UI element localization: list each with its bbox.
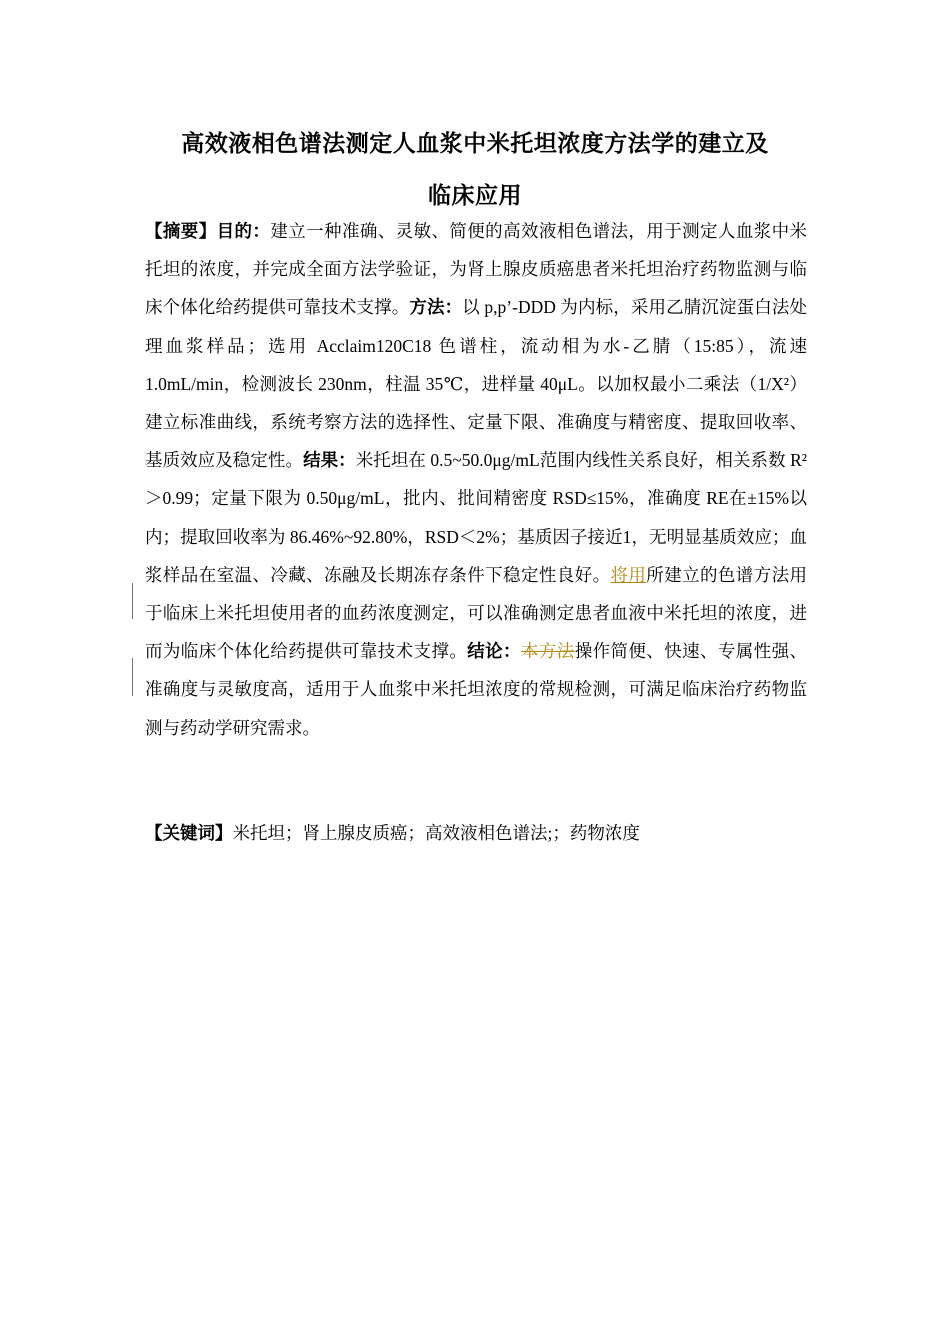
- conclusion-text: 操作简便、快速、专属性强、准确度与灵敏度高，适用于人血浆中米托坦浓度的常规检测，可满足临床治疗药物监测与药动学研究需求。: [145, 641, 808, 738]
- title-line-2: 临床应用: [428, 183, 522, 209]
- method-label: 方法：: [409, 297, 463, 318]
- keywords-label: 【关键词】: [145, 823, 233, 843]
- deleted-revision[interactable]: 本方法: [520, 641, 575, 662]
- title-line-1: 高效液相色谱法测定人血浆中米托坦浓度方法学的建立及: [181, 131, 769, 157]
- result-text-continued: 所建立的色谱方法用于临床上米托坦使用者的血药浓度测定，可以准确测定患者血液中米托坦的浓度，进而为临床个体化给药提供可靠技术支撑。: [145, 564, 808, 662]
- abstract-label: 【摘要】: [145, 221, 217, 241]
- result-label: 结果：: [303, 450, 356, 471]
- document-title: [140, 118, 810, 222]
- result-text: 米托坦在 0.5~50.0μg/mL范围内线性关系良好，相关系数 R²＞0.99；定量下限为 0.50μg/mL，批内、批间精密度 RSD≤15%，准确度 RE在±15%以内；提取回收率为 86.46%~92.80%，RSD＜2%；基质因子接近1，无明显基质效应；血浆样品在室温、冷藏、冻融及长期冻存条件下稳定性良好。: [145, 450, 807, 585]
- change-bar-2: [132, 658, 133, 696]
- change-bar-1: [132, 583, 133, 619]
- method-text: 以 p,p’-DDD 为内标，采用乙腈沉淀蛋白法处理血浆样品；选用 Acclaim120C18 色谱柱，流动相为水-乙腈（15:85），流速 1.0mL/min，检测波长 230nm，柱温 35℃，进样量 40μL。以加权最小二乘法（1/X²）建立标准曲线，系统考察方法的选择性、定量下限、准确度与精密度、提取回收率、基质效应及稳定性。: [145, 297, 808, 471]
- keywords-paragraph: [145, 814, 807, 852]
- objective-label: 目的：: [216, 221, 271, 241]
- objective-text: 建立一种准确、灵敏、简便的高效液相色谱法，用于测定人血浆中米托坦的浓度，并完成全面方法学验证，为肾上腺皮质癌患者米托坦治疗药物监测与临床个体化给药提供可靠技术支撑。: [145, 221, 808, 318]
- keywords-text: 米托坦；肾上腺皮质癌；高效液相色谱法;；药物浓度: [232, 823, 640, 843]
- abstract-paragraph: [145, 212, 807, 747]
- conclusion-label: 结论：: [467, 641, 521, 662]
- inserted-revision[interactable]: 将用: [610, 564, 647, 585]
